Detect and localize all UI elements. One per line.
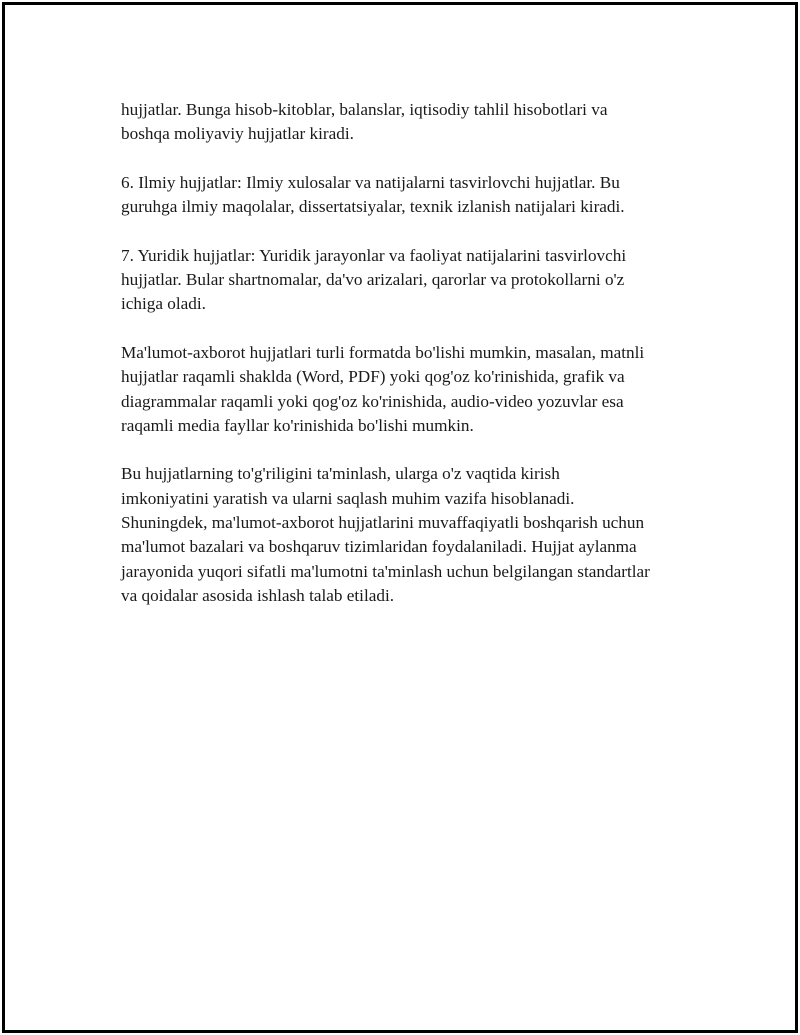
paragraph-document-management: Bu hujjatlarning to'g'riligini ta'minlash, ularga o'z vaqtida kirish imkoniyatini yaratish va ularni saqlash muhim vazifa hisoblanadi. Shuningdek, ma'lumot-axborot hujjatlarini muvaffaqiyatli boshqarish uchun ma'lumot bazalari va boshqaruv tizimlaridan foydalaniladi. Hujjat aylanma jarayonida yuqori sifatli ma'lumotni ta'minlash uchun belgilangan standartlar va qoidalar asosida ishlash talab etiladi. <box>121 464 650 605</box>
page-frame <box>2 2 798 1033</box>
paragraph-financial-documents-continued: hujjatlar. Bunga hisob-kitoblar, balanslar, iqtisodiy tahlil hisobotlari va boshqa moliyaviy hujjatlar kiradi. <box>121 100 608 144</box>
document-body <box>121 98 701 633</box>
paragraph-document-formats: Ma'lumot-axborot hujjatlari turli formatda bo'lishi mumkin, masalan, matnli hujjatlar raqamli shaklda (Word, PDF) yoki qog'oz ko'rinishida, grafik va diagrammalar raqamli yoki qog'oz ko'rinishida, audio-video yozuvlar esa raqamli media fayllar ko'rinishida bo'lishi mumkin. <box>121 342 645 435</box>
paragraph-legal-documents: 7. Yuridik hujjatlar: Yuridik jarayonlar va faoliyat natijalarini tasvirlovchi hujjatlar. Bular shartnomalar, da'vo arizalari, qarorlar va protokollarni o'z ichiga oladi. <box>121 245 627 314</box>
paragraph-scientific-documents: 6. Ilmiy hujjatlar: Ilmiy xulosalar va natijalarni tasvirlovchi hujjatlar. Bu guruhga ilmiy maqolalar, dissertatsiyalar, texnik izlanish natijalari kiradi. <box>121 172 625 217</box>
